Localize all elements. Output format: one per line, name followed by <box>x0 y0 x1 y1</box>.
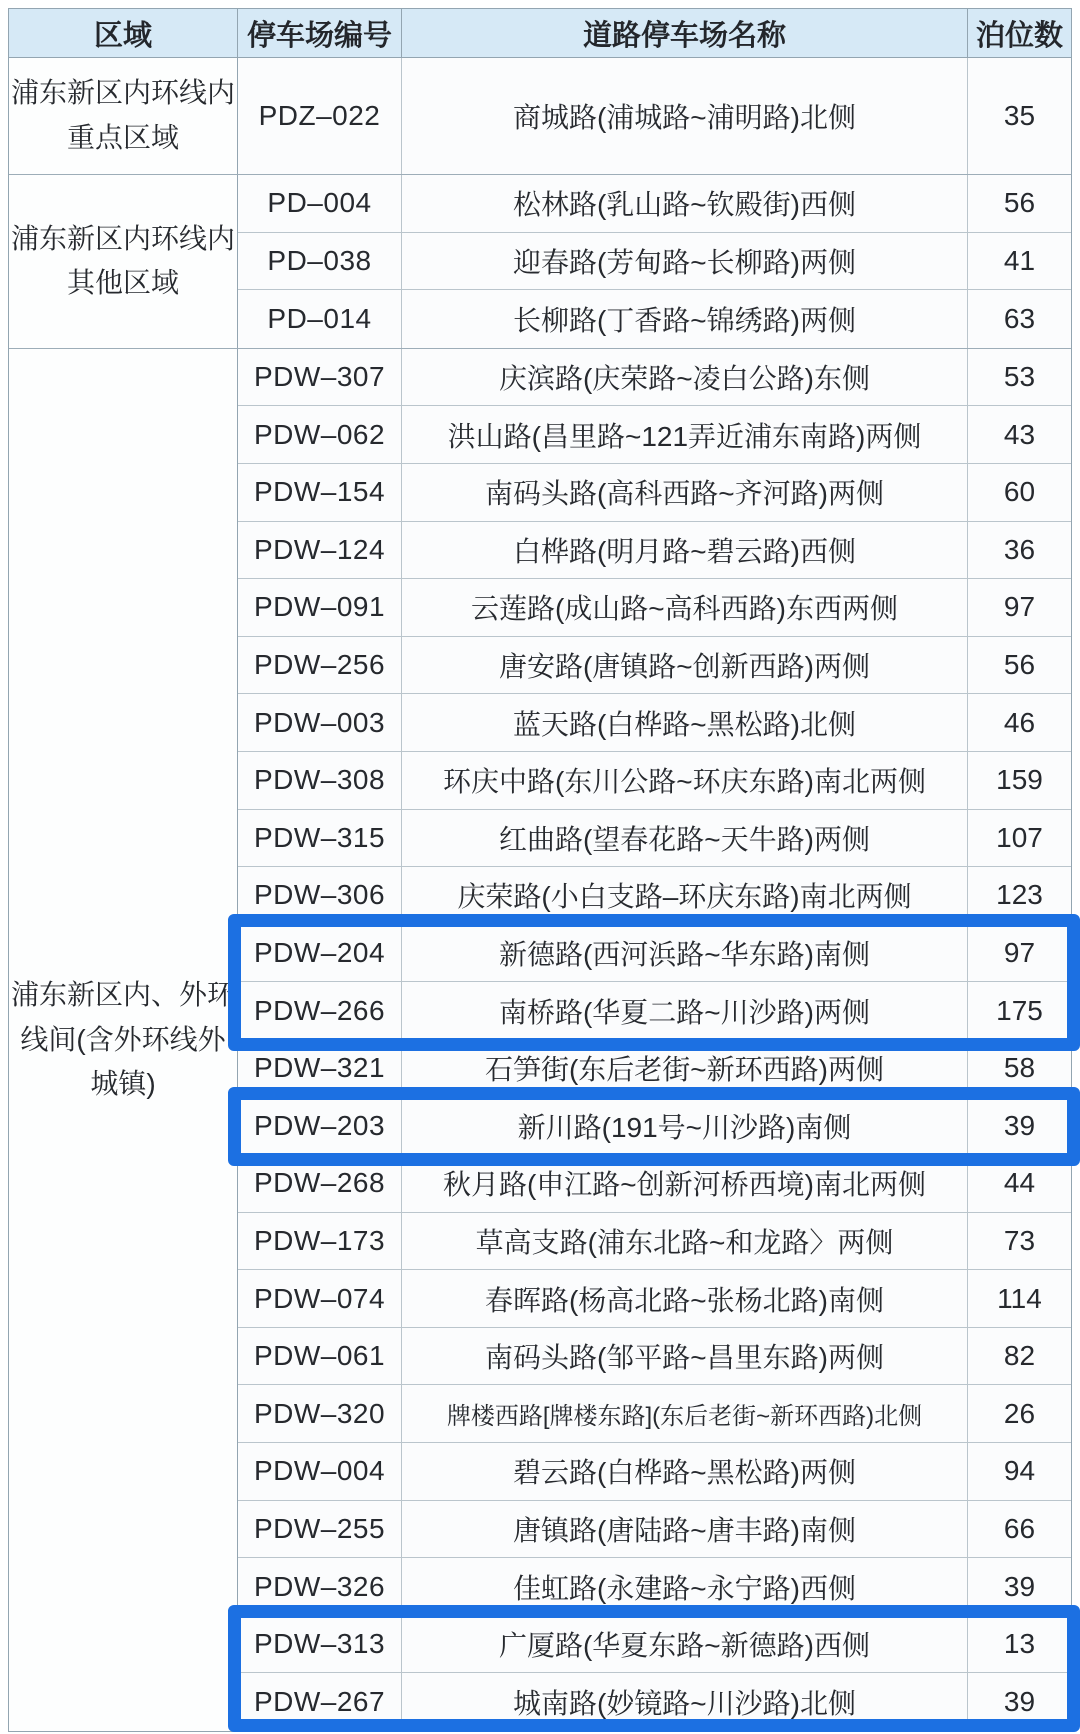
table-row <box>238 58 1071 174</box>
parking-lot-name: 城南路(妙镜路~川沙路)北侧 <box>402 1673 968 1731</box>
berth-count: 114 <box>997 1282 1042 1314</box>
berth-count: 56 <box>1003 187 1036 219</box>
parking-lot-name: 秋月路(申江路~创新河桥西境)南北两侧 <box>402 1155 968 1212</box>
parking-lot-name: 春晖路(杨高北路~张杨北路)南侧 <box>402 1270 968 1327</box>
berth-count: 53 <box>1003 361 1036 393</box>
table-row <box>238 406 1071 464</box>
table-row <box>238 290 1071 348</box>
parking-lot-code: PDW–308 <box>238 752 402 809</box>
table-row <box>238 810 1071 868</box>
region-band <box>9 58 1071 175</box>
table-row <box>238 464 1071 522</box>
parking-lot-code: PDW–074 <box>238 1270 402 1327</box>
region-rows <box>238 58 1071 174</box>
parking-lot-name: 牌楼西路[牌楼东路](东后老街~新环西路)北侧 <box>402 1385 968 1442</box>
berth-count: 94 <box>1003 1455 1036 1487</box>
table-row <box>238 1616 1071 1674</box>
parking-lot-code: PDW–091 <box>238 579 402 636</box>
parking-lot-code: PDW–061 <box>238 1328 402 1385</box>
header-lot-code: 停车场编号 <box>238 9 402 57</box>
berth-count: 39 <box>1003 1570 1036 1602</box>
berth-count: 44 <box>1003 1167 1036 1199</box>
table-row <box>238 1443 1071 1501</box>
table-header <box>9 9 1071 58</box>
header-berth-count: 泊位数 <box>975 19 1063 52</box>
berth-count: 46 <box>1003 706 1036 738</box>
table-row <box>238 1501 1071 1559</box>
parking-lot-name: 石笋街(东后老街~新环西路)两侧 <box>402 1040 968 1097</box>
berth-count: 63 <box>1003 302 1036 334</box>
header-lot-name: 道路停车场名称 <box>402 9 968 57</box>
parking-lot-code: PDW–204 <box>238 925 402 982</box>
parking-lot-code: PDW–255 <box>238 1501 402 1558</box>
parking-lot-name: 迎春路(芳甸路~长柳路)两侧 <box>402 233 968 290</box>
region-cell: 浦东新区内环线内重点区域 <box>9 58 238 174</box>
table-row <box>238 1098 1071 1156</box>
parking-lot-name: 新川路(191号~川沙路)南侧 <box>402 1098 968 1155</box>
table-row <box>238 522 1071 580</box>
parking-lot-name: 南桥路(华夏二路~川沙路)两侧 <box>402 982 968 1039</box>
table-row <box>238 233 1071 291</box>
parking-lot-name: 唐安路(唐镇路~创新西路)两侧 <box>402 637 968 694</box>
table-row <box>238 1558 1071 1616</box>
parking-lot-code: PDW–256 <box>238 637 402 694</box>
table-row <box>238 349 1071 407</box>
parking-lot-name: 唐镇路(唐陆路~唐丰路)南侧 <box>402 1501 968 1558</box>
parking-lot-name: 庆荣路(小白支路–环庆东路)南北两侧 <box>402 867 968 924</box>
parking-lot-code: PDW–320 <box>238 1385 402 1442</box>
region-cell: 浦东新区内环线内其他区域 <box>9 175 238 348</box>
parking-lot-code: PDW–173 <box>238 1213 402 1270</box>
table-row <box>238 1328 1071 1386</box>
table-row <box>238 1270 1071 1328</box>
berth-count: 107 <box>996 821 1043 853</box>
parking-lot-name: 长柳路(丁香路~锦绣路)两侧 <box>402 290 968 348</box>
berth-count: 13 <box>1003 1628 1036 1660</box>
berth-count: 39 <box>1003 1686 1036 1718</box>
parking-lot-name: 碧云路(白桦路~黑松路)两侧 <box>402 1443 968 1500</box>
table-row <box>238 175 1071 233</box>
parking-lot-code: PDW–326 <box>238 1558 402 1615</box>
parking-lot-code: PDW–313 <box>238 1616 402 1673</box>
berth-count: 39 <box>1003 1109 1036 1141</box>
berth-count: 60 <box>1003 476 1036 508</box>
parking-lot-name: 蓝天路(白桦路~黑松路)北侧 <box>402 694 968 751</box>
parking-lot-name: 商城路(浦城路~浦明路)北侧 <box>402 58 968 174</box>
parking-lot-code: PDW–307 <box>238 349 402 406</box>
parking-lot-name: 南码头路(高科西路~齐河路)两侧 <box>402 464 968 521</box>
parking-lot-name: 草高支路(浦东北路~和龙路〉两侧 <box>402 1213 968 1270</box>
parking-lot-name: 洪山路(昌里路~121弄近浦东南路)两侧 <box>402 406 968 463</box>
parking-lot-code: PDW–321 <box>238 1040 402 1097</box>
berth-count: 35 <box>1003 100 1036 131</box>
parking-lot-name: 白桦路(明月路~碧云路)西侧 <box>402 522 968 579</box>
berth-count: 123 <box>996 879 1043 911</box>
table-row <box>238 637 1071 695</box>
berth-count: 66 <box>1003 1512 1036 1544</box>
parking-lot-name: 庆滨路(庆荣路~凌白公路)东侧 <box>402 349 968 406</box>
berth-count: 97 <box>1003 937 1036 969</box>
parking-lot-code: PDW–124 <box>238 522 402 579</box>
table-row <box>238 867 1071 925</box>
berth-count: 41 <box>1003 244 1036 276</box>
table-row <box>238 1673 1071 1731</box>
berth-count: 97 <box>1003 591 1036 623</box>
parking-lot-code: PD–038 <box>238 233 402 290</box>
parking-lot-code: PDZ–022 <box>238 58 402 174</box>
region-rows <box>238 349 1071 1731</box>
berth-count: 26 <box>1003 1397 1036 1429</box>
parking-lot-name: 松林路(乳山路~钦殿街)西侧 <box>402 175 968 232</box>
parking-lot-code: PDW–062 <box>238 406 402 463</box>
berth-count: 36 <box>1003 533 1036 565</box>
parking-lot-name: 红曲路(望春花路~天牛路)两侧 <box>402 810 968 867</box>
parking-lot-name: 佳虹路(永建路~永宁路)西侧 <box>402 1558 968 1615</box>
parking-lot-name: 云莲路(成山路~高科西路)东西两侧 <box>402 579 968 636</box>
table-row <box>238 752 1071 810</box>
parking-lot-code: PD–004 <box>238 175 402 232</box>
header-region: 区域 <box>9 9 238 57</box>
table-row <box>238 925 1071 983</box>
parking-lot-name: 南码头路(邹平路~昌里东路)两侧 <box>402 1328 968 1385</box>
berth-count: 82 <box>1003 1340 1036 1372</box>
region-band <box>9 175 1071 349</box>
parking-table <box>8 8 1072 1732</box>
berth-count: 43 <box>1003 418 1036 450</box>
parking-lot-code: PD–014 <box>238 290 402 348</box>
parking-lot-name: 新德路(西河浜路~华东路)南侧 <box>402 925 968 982</box>
table-row <box>238 694 1071 752</box>
table-row <box>238 1155 1071 1213</box>
berth-count: 159 <box>996 764 1043 796</box>
table-row <box>238 1385 1071 1443</box>
parking-lot-code: PDW–203 <box>238 1098 402 1155</box>
table-row <box>238 579 1071 637</box>
berth-count: 56 <box>1003 649 1036 681</box>
region-rows <box>238 175 1071 348</box>
table-row <box>238 1040 1071 1098</box>
berth-count: 73 <box>1003 1224 1036 1256</box>
region-cell: 浦东新区内、外环线间(含外环线外城镇) <box>9 349 238 1731</box>
parking-lot-name: 环庆中路(东川公路~环庆东路)南北两侧 <box>402 752 968 809</box>
parking-lot-code: PDW–315 <box>238 810 402 867</box>
parking-lot-code: PDW–306 <box>238 867 402 924</box>
table-body <box>9 58 1071 1731</box>
region-band <box>9 349 1071 1731</box>
table-row <box>238 982 1071 1040</box>
parking-lot-name: 广厦路(华夏东路~新德路)西侧 <box>402 1616 968 1673</box>
berth-count: 175 <box>996 994 1043 1026</box>
berth-count: 58 <box>1003 1052 1036 1084</box>
parking-lot-code: PDW–266 <box>238 982 402 1039</box>
table-row <box>238 1213 1071 1271</box>
parking-lot-code: PDW–003 <box>238 694 402 751</box>
parking-lot-code: PDW–154 <box>238 464 402 521</box>
parking-lot-code: PDW–267 <box>238 1673 402 1731</box>
parking-lot-code: PDW–268 <box>238 1155 402 1212</box>
parking-lot-code: PDW–004 <box>238 1443 402 1500</box>
